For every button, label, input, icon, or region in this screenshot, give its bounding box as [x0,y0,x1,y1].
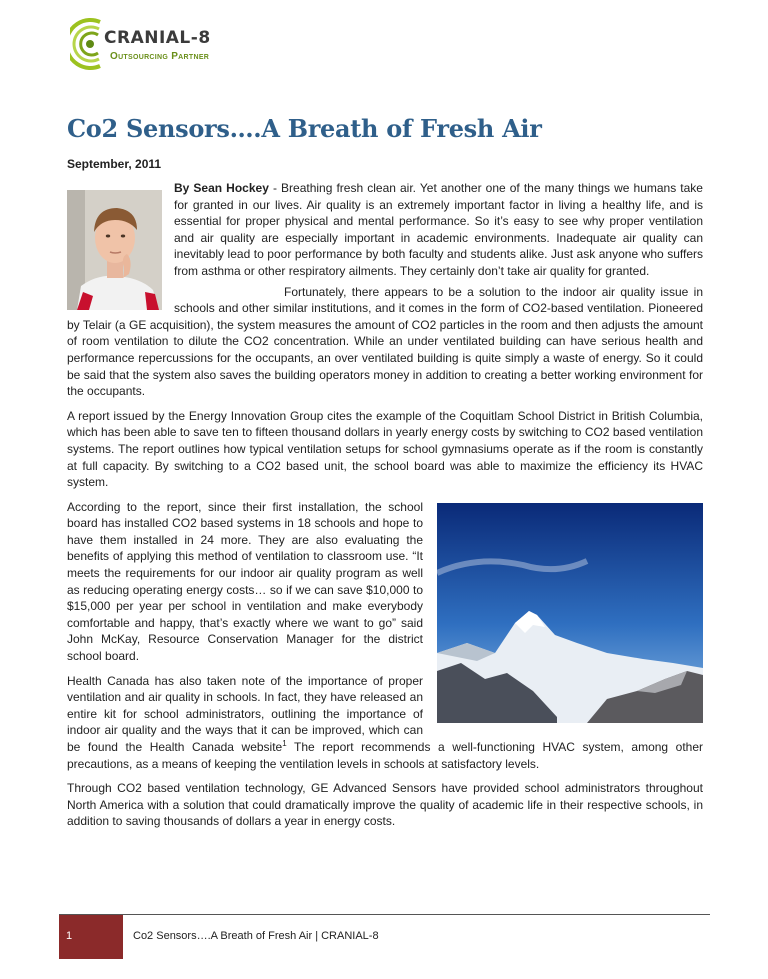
article-paragraph: Fortunately, there appears to be a solution to the indoor air quality issue in schools and other similar institutions, and it comes in the form of CO2-based ventilation. Pioneered by Telair (a GE acquisition), the system measures the amount of CO2 particles in the room and then adjusts the amount of room ventilation to dilute the CO2 concentration. While an under ventilated building can have serious health and performance repercussions for the occupants, an over ventilated building is quite simply a waste of energy. So it could be said that the system also saves the building operators money in addition to creating a better working environment for the occupants. [67,284,703,399]
article-title: Co2 Sensors….A Breath of Fresh Air [67,114,542,143]
footer-title: Co2 Sensors….A Breath of Fresh Air | CRANIAL-8 [133,930,379,942]
article-paragraph-text: Health Canada has also taken note of the importance of proper ventilation and air quality in schools. In fact, they have released an entire kit for school administrators, outlining the importance of indoor air quality and the ways that it can be improved, which can be found the Health Canada website [67,673,423,754]
company-logo [70,14,260,74]
footer-divider [59,914,710,915]
logo-brand-name: CRANIAL-8 [104,28,211,48]
article-body [67,180,703,838]
footnote-marker: 1 [282,739,287,748]
mountain-landscape-illustration [437,503,703,723]
article-paragraph: According to the report, since their first installation, the school board has installed CO2 based systems in 18 schools and hope to have them installed in 24 more. They are also evaluating the benefits of applying this method of ventilation to classroom use. “It meets the requirements for our indoor air quality program as well as reducing operating energy costs… so if we can save $10,000 to $15,000 per year per school in ventilation and make everybody comfortable and happy, that’s exactly where we want to go” said John McKay, Resource Conservation Manager for the district school board. [67,499,423,664]
article-paragraph-1-text: - Breathing fresh clean air. Yet another one of the many things we humans take for granted in our lives. Air quality is an extremely important factor in living a healthy life, and is essential for proper physical and mental performance. So it’s easy to see why proper ventilation and air quality are especially important in academic environments. Inadequate air quality can inevitably lead to poor performance by both faculty and students alike. Just ask anyone who suffers from asthma or other respiratory ailments. They certainly don’t take air quality for granted. [174,181,703,278]
article-date: September, 2011 [67,157,162,171]
article-paragraph [67,180,703,280]
page-number: 1 [66,930,73,942]
mountain-landscape-image [437,503,703,723]
article-paragraph: Through CO2 based ventilation technology, GE Advanced Sensors have provided school administrators throughout North America with a solution that could dramatically improve the quality of academic life in their respective schools, in addition to saving thousands of dollars a year in energy costs. [67,781,703,829]
article-byline: By Sean Hockey [174,181,269,195]
article-paragraph-text: The report recommends a well-functioning HVAC system, among other precautions, as a means of keeping the ventilation levels in schools at satisfactory levels. [67,740,703,771]
article-paragraph: A report issued by the Energy Innovation Group cites the example of the Coquitlam School District in British Columbia, which has been able to save ten to fifteen thousand dollars in yearly energy costs by switching to CO2 based ventilation systems. The report outlines how typical ventilation setups for school gymnasiums operate as if the room is constantly at full capacity. By switching to a CO2 based unit, the school board was able to maximize the efficiency its HVAC system. [67,408,703,490]
author-portrait-image [67,190,162,310]
author-portrait-illustration [67,190,162,310]
logo-tagline: Outsourcing Partner [110,51,210,62]
